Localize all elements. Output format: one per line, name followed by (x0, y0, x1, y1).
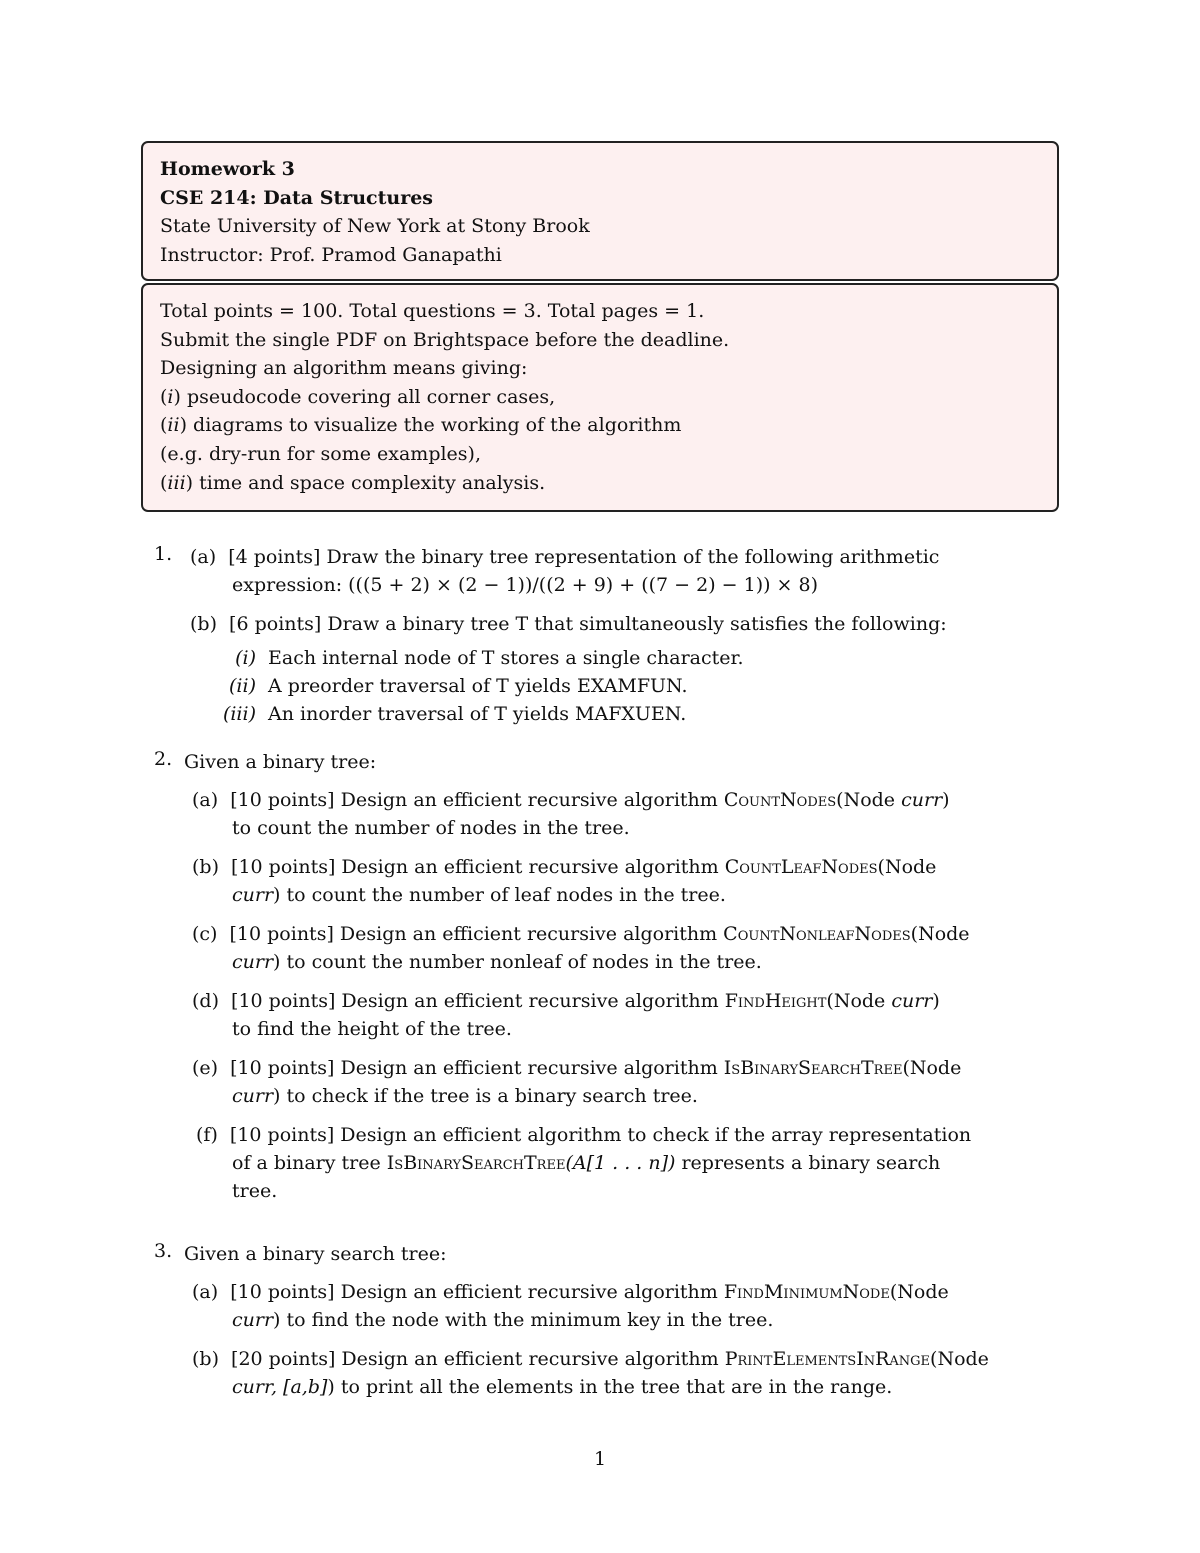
part-text: [10 points] Design an efficient recursive algorithm (229, 923, 724, 945)
question-2c (192, 920, 970, 948)
question-number: 3. (154, 1240, 173, 1262)
requirement-label: i (167, 385, 174, 408)
header-box (141, 141, 1059, 281)
part-label: (d) (192, 990, 219, 1012)
argument: curr (232, 884, 274, 906)
condition-label: (iii) (222, 703, 256, 725)
condition-text: A preorder traversal of T yields EXAMFUN. (268, 675, 688, 697)
part-continuation (232, 948, 762, 976)
part-text: [6 points] Draw a binary tree T that simultaneously satisfies the following: (229, 613, 947, 635)
condition-text: Each internal node of T stores a single character. (268, 647, 744, 669)
requirement-pseudocode: (i) pseudocode covering all corner cases, (160, 385, 556, 408)
algorithm-name: CountLeafNodes (724, 856, 878, 878)
question-list (150, 543, 1150, 1398)
part-label: (b) (192, 856, 219, 878)
question-1 (150, 543, 1150, 733)
part-text: [10 points] Design an efficient recursive algorithm (230, 1057, 724, 1079)
question-3 (150, 1240, 1150, 1398)
signature-close: ) (932, 990, 940, 1012)
condition-text: An inorder traversal of T yields MAFXUEN. (268, 703, 687, 725)
requirement-diagrams: (ii) diagrams to visualize the working of the algorithm (160, 414, 682, 437)
part-text: [10 points] Design an efficient algorithm to check if the array representation (229, 1124, 972, 1146)
requirement-text: pseudocode covering all corner cases, (180, 385, 556, 408)
question-1a (190, 543, 939, 571)
requirement-diagrams-continued: (e.g. dry-run for some examples), (160, 442, 482, 465)
part-label: (a) (190, 546, 217, 568)
part-label: (e) (192, 1057, 219, 1079)
continuation-text: ) to print all the elements in the tree that are in the range. (327, 1376, 893, 1398)
signature-text: (Node (836, 789, 902, 811)
algorithm-name: PrintElementsInRange (724, 1348, 931, 1370)
question-1b (190, 610, 947, 638)
part-label: (b) (190, 613, 217, 635)
homework-title: Homework 3 (160, 158, 295, 180)
condition-label: (i) (235, 647, 256, 669)
requirement-complexity: (iii) time and space complexity analysis. (160, 471, 546, 494)
instructions-box (141, 283, 1059, 512)
question-3a (192, 1278, 949, 1306)
argument: curr (232, 1085, 274, 1107)
part-label: (b) (192, 1348, 219, 1370)
continuation-text: ) to count the number nonleaf of nodes in the tree. (273, 951, 762, 973)
condition-iii (220, 700, 686, 728)
algorithm-name: FindMinimumNode (723, 1281, 890, 1303)
part-label: (c) (192, 923, 218, 945)
requirement-label: iii (167, 471, 186, 494)
continuation-text: represents a binary search (675, 1152, 941, 1174)
requirement-text: time and space complexity analysis. (193, 471, 546, 494)
part-continuation (232, 1306, 773, 1334)
page-number: 1 (593, 1448, 607, 1470)
condition-i (220, 644, 744, 672)
signature-text: (Node (930, 1348, 989, 1370)
instructor-name: Instructor: Prof. Pramod Ganapathi (160, 243, 502, 266)
course-title: CSE 214: Data Structures (160, 186, 433, 209)
condition-ii (220, 672, 688, 700)
part-continuation: to count the number of nodes in the tree. (232, 817, 630, 839)
continuation-text: ) to count the number of leaf nodes in the tree. (273, 884, 726, 906)
question-2d (192, 987, 940, 1015)
totals-line: Total points = 100. Total questions = 3. Total pages = 1. (160, 300, 705, 322)
continuation-text: ) to check if the tree is a binary search tree. (273, 1085, 698, 1107)
argument: curr (232, 951, 274, 973)
continuation-text: ) to find the node with the minimum key in the tree. (273, 1309, 774, 1331)
expression-line: expression: (((5 + 2) × (2 − 1))/((2 + 9) + ((7 − 2) − 1)) × 8) (232, 574, 819, 596)
algorithm-name: IsBinarySearchTree (723, 1057, 903, 1079)
question-2a (192, 786, 950, 814)
algorithm-intro-line: Designing an algorithm means giving: (160, 357, 528, 380)
question-2 (150, 748, 1150, 1225)
part-text: [10 points] Design an efficient recursive algorithm (231, 856, 725, 878)
question-number: 2. (154, 748, 173, 770)
algorithm-name: CountNonleafNodes (723, 923, 911, 945)
part-label: (a) (192, 1281, 219, 1303)
condition-label: (ii) (229, 675, 256, 697)
argument: curr (232, 1309, 274, 1331)
part-text: [20 points] Design an efficient recursive algorithm (231, 1348, 725, 1370)
algorithm-name: CountNodes (723, 789, 837, 811)
part-continuation (232, 1373, 892, 1401)
argument: curr (891, 990, 933, 1012)
algorithm-name: IsBinarySearchTree (386, 1152, 566, 1174)
submission-line: Submit the single PDF on Brightspace before the deadline. (160, 328, 730, 351)
question-intro: Given a binary search tree: (184, 1243, 447, 1265)
part-continuation (232, 1149, 940, 1177)
part-continuation: to find the height of the tree. (232, 1018, 512, 1040)
signature-text: (Node (826, 990, 892, 1012)
signature-text: (Node (889, 1281, 949, 1303)
argument: curr (901, 789, 943, 811)
part-continuation (232, 1082, 698, 1110)
signature-text: (Node (910, 923, 970, 945)
signature-text: (Node (877, 856, 937, 878)
argument: (A[1 . . . n]) (565, 1152, 676, 1174)
requirement-text: diagrams to visualize the working of the algorithm (187, 414, 682, 437)
university-name: State University of New York at Stony Brook (160, 215, 590, 238)
argument: curr, [a,b] (232, 1376, 328, 1398)
part-continuation (232, 881, 726, 909)
signature-close: ) (942, 789, 950, 811)
question-intro: Given a binary tree: (184, 751, 377, 773)
part-continuation: tree. (232, 1180, 278, 1202)
part-text: [4 points] Draw the binary tree representation of the following arithmetic (228, 546, 940, 568)
question-2e (192, 1054, 961, 1082)
part-text: [10 points] Design an efficient recursive algorithm (231, 990, 725, 1012)
question-2b (192, 853, 936, 881)
part-text: [10 points] Design an efficient recursive algorithm (230, 1281, 724, 1303)
signature-text: (Node (902, 1057, 962, 1079)
part-text: [10 points] Design an efficient recursive algorithm (230, 789, 724, 811)
requirement-label: ii (167, 414, 180, 437)
question-2f (196, 1121, 971, 1149)
part-label: (f) (196, 1124, 218, 1146)
continuation-text: of a binary tree (232, 1152, 387, 1174)
question-number: 1. (154, 543, 173, 565)
question-3b (192, 1345, 989, 1373)
algorithm-name: FindHeight (724, 990, 827, 1012)
part-label: (a) (192, 789, 219, 811)
